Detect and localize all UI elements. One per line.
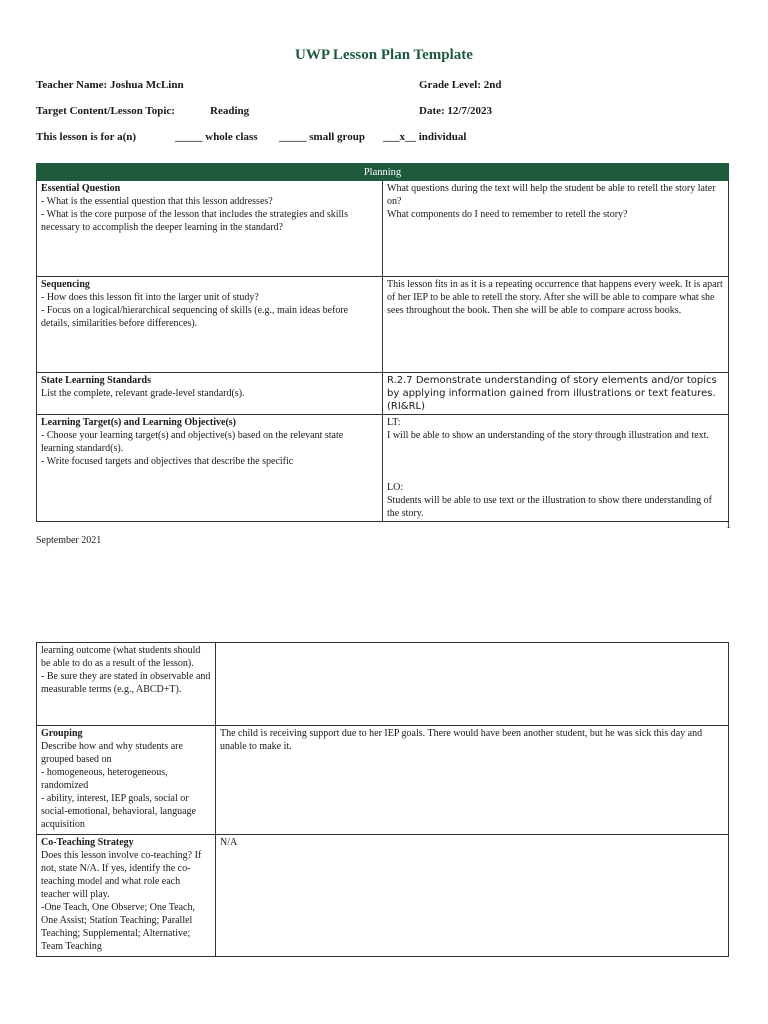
prompt-text: - Be sure they are stated in observable and measurable terms (e.g., ABCD+T). (41, 671, 211, 695)
date-value: 12/7/2023 (447, 105, 493, 117)
prompt-text: Describe how and why students are grouped based on (41, 741, 183, 765)
lt-text: I will be able to show an understanding of the story through illustration and text. (387, 430, 709, 441)
prompt-text: - Write focused targets and objectives that describe the specific (41, 456, 294, 467)
targets-prompt (37, 415, 383, 522)
standards-prompt (37, 373, 383, 415)
essential-question-response (383, 181, 729, 277)
targets-heading: Learning Target(s) and Learning Objective(s) (41, 417, 236, 428)
standards-response: R.2.7 Demonstrate understanding of story elements and/or topics by applying information gained from illustrations or text features. (RI&RL) (383, 373, 729, 415)
planning-table (36, 163, 729, 522)
grouping-response: The child is receiving support due to her IEP goals. There would have been another student, but he was sick this day and unable to make it. (216, 726, 729, 835)
prompt-text: Does this lesson involve co-teaching? If not, state N/A. If yes, identify the co-teaching model and what role each teacher will play. (41, 850, 202, 900)
prompt-text: - What is the core purpose of the lesson that includes the strategies and skills necessary to accomplish the deeper learning in the standard? (41, 209, 348, 233)
targets-response-continued (216, 643, 729, 726)
standards-heading: State Learning Standards (41, 375, 152, 386)
prompt-text: - homogeneous, heterogeneous, randomized (41, 767, 168, 791)
footer-date: September 2021 (36, 535, 102, 546)
row-learning-targets-continued (37, 643, 729, 726)
sequencing-response: This lesson fits in as it is a repeating occurrence that happens every week. It is apart of her IEP to be able to retell the story. After she will be able to compare what she sees throughout the book. Then she will be able to compare across books. (383, 277, 729, 373)
row-learning-targets (37, 415, 729, 522)
grade-value: 2nd (483, 79, 502, 91)
teacher-value: Joshua McLinn (109, 79, 184, 91)
planning-header: Planning (37, 164, 729, 181)
prompt-text: learning outcome (what students should be able to do as a result of the lesson). (41, 645, 201, 669)
sequencing-prompt (37, 277, 383, 373)
teacher-label: Teacher Name: (36, 79, 108, 91)
topic-value: Reading (210, 105, 250, 117)
prompt-text: - Focus on a logical/hierarchical sequencing of skills (e.g., main ideas before details, similarities before differences). (41, 305, 349, 329)
essential-question-heading: Essential Question (41, 183, 121, 194)
topic-label: Target Content/Lesson Topic: (36, 105, 175, 117)
prompt-text: List the complete, relevant grade-level standard(s). (41, 388, 245, 399)
lesson-for-label: This lesson is for a(n) (36, 131, 137, 143)
row-co-teaching (37, 835, 729, 957)
grade-level (419, 79, 502, 91)
targets-response (383, 415, 729, 522)
prompt-text: - Choose your learning target(s) and objective(s) based on the relevant state learning standard(s). (41, 430, 344, 454)
essential-question-prompt (37, 181, 383, 277)
grade-label: Grade Level: (419, 79, 482, 91)
co-teaching-response: N/A (216, 835, 729, 957)
option-small-group: _____ small group (279, 131, 365, 143)
sequencing-heading: Sequencing (41, 279, 90, 290)
lo-label: LO: (387, 482, 404, 493)
grouping-heading: Grouping (41, 728, 83, 739)
targets-prompt-continued (37, 643, 216, 726)
row-state-standards (37, 373, 729, 415)
page-number: 1 (726, 520, 731, 531)
lesson-date (419, 105, 492, 117)
row-sequencing (37, 277, 729, 373)
lt-label: LT: (387, 417, 401, 428)
co-teaching-prompt (37, 835, 216, 957)
co-teaching-heading: Co-Teaching Strategy (41, 837, 134, 848)
grouping-prompt (37, 726, 216, 835)
option-individual: ___x__ individual (383, 131, 467, 143)
option-whole-class: _____ whole class (175, 131, 258, 143)
prompt-text: - What is the essential question that this lesson addresses? (41, 196, 273, 207)
teacher-name (36, 79, 184, 91)
prompt-text: - How does this lesson fit into the larger unit of study? (41, 292, 259, 303)
lesson-topic (36, 105, 175, 117)
date-label: Date: (419, 105, 445, 117)
planning-table-continued (36, 642, 729, 957)
prompt-text: -One Teach, One Observe; One Teach, One Assist; Station Teaching; Parallel Teaching; Supplemental; Alternative; Team Teaching (41, 902, 195, 952)
lo-text: Students will be able to use text or the illustration to show there understanding of the story. (387, 495, 712, 519)
response-text: What questions during the text will help the student be able to retell the story later on? (387, 183, 716, 207)
row-essential-question (37, 181, 729, 277)
prompt-text: - ability, interest, IEP goals, social or social-emotional, behavioral, language acquisition (41, 793, 196, 830)
response-text: What components do I need to remember to retell the story? (387, 209, 628, 220)
document-title: UWP Lesson Plan Template (295, 47, 473, 63)
row-grouping (37, 726, 729, 835)
